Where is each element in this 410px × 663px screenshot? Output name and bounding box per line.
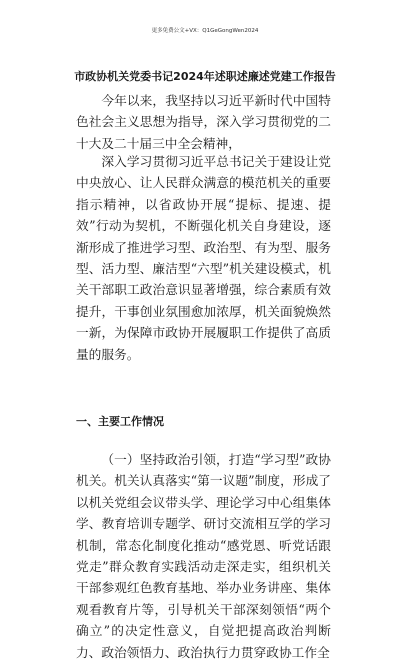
page-header-watermark: 更多免费公文+VX：Q1GeGongWen2024 — [151, 28, 259, 34]
intro-paragraph: 今年以来，我坚持以习近平新时代中国特色社会主义思想为指导，深入学习贯彻党的二十大及二十届三中全会精神， — [76, 93, 331, 151]
section-heading: 一、主要工作情况 — [76, 415, 164, 428]
body-paragraph: 深入学习贯彻习近平总书记关于建设让党中央放心、让人民群众满意的模范机关的重要指示精神，以省政协开展“提标、提速、提效”行动为契机，不断强化机关自身建设，逐渐形成了推进学习型、政治型、有为型、服务型、活力型、廉洁型“六型”机关建设模式，机关干部职工政治意识显著增强，综合素质有效提升，干事创业氛围愈加浓厚，机关面貌焕然一新，为保障市政协开展履职工作提供了高质量的服务。 — [76, 154, 331, 362]
document-title: 市政协机关党委书记2024年述职述廉述党建工作报告 — [74, 70, 336, 83]
section-paragraph: （一）坚持政治引领，打造“学习型”政协机关。机关认真落实“第一议题”制度，形成了以机关党组会议带头学、理论学习中心组集体学、教育培训专题学、研讨交流相互学的学习机制，常态化制度化推动“感党恩、听党话跟党走”群众教育实践活动走深走实，组织机关干部参观红色教育基地、举办业务讲座、集体观看教育片等，引导机关干部深刻领悟“两个确立”的决定性意义，自觉把提高政治判断力、政治领悟力、政治执行力贯穿政协工作全 — [76, 452, 331, 660]
